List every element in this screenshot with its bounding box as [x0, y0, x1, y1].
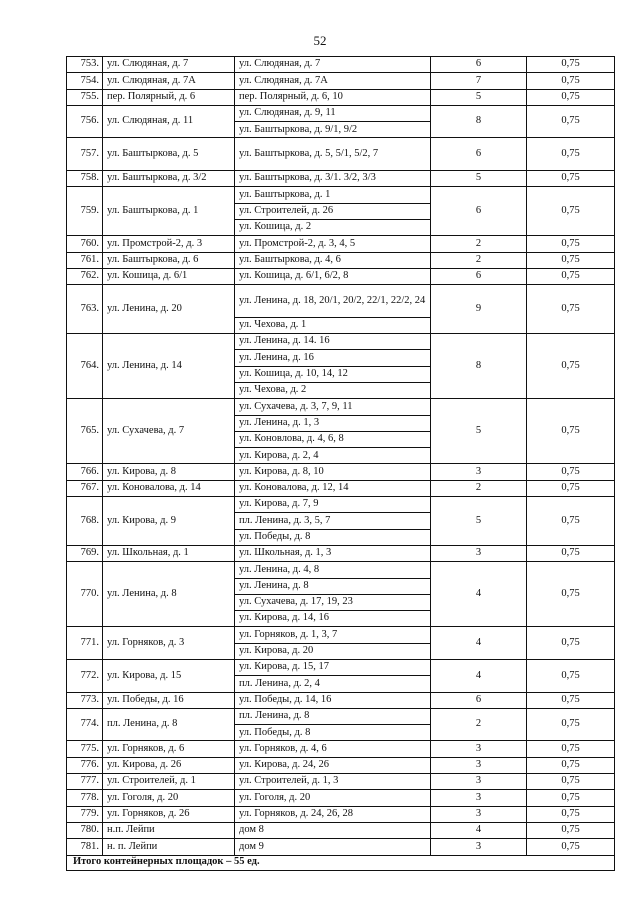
container-volume: 0,75 — [527, 138, 615, 171]
container-count: 5 — [431, 89, 527, 105]
site-address: ул. Победы, д. 16 — [103, 692, 235, 708]
served-address: ул. Кошица, д. 2 — [235, 219, 431, 235]
container-volume: 0,75 — [527, 57, 615, 73]
container-volume: 0,75 — [527, 790, 615, 806]
row-number: 775. — [67, 741, 103, 757]
page-number: 52 — [313, 33, 327, 48]
container-volume: 0,75 — [527, 822, 615, 838]
served-address: ул. Школьная, д. 1, 3 — [235, 545, 431, 561]
table-row — [67, 138, 615, 171]
table-row — [67, 806, 615, 822]
site-address: ул. Горняков, д. 26 — [103, 806, 235, 822]
container-volume: 0,75 — [527, 334, 615, 399]
site-address: ул. Баштыркова, д. 5 — [103, 138, 235, 171]
row-number: 770. — [67, 562, 103, 627]
served-address: ул. Баштыркова, д. 9/1, 9/2 — [235, 122, 431, 138]
served-address: ул. Ленина, д. 1, 3 — [235, 415, 431, 431]
served-address: ул. Ленина, д. 4, 8 — [235, 562, 431, 578]
container-count: 5 — [431, 171, 527, 187]
row-number: 765. — [67, 399, 103, 464]
container-volume: 0,75 — [527, 268, 615, 284]
served-address: ул. Горняков, д. 4, 6 — [235, 741, 431, 757]
container-sites-table — [66, 56, 615, 871]
table-row — [67, 399, 615, 415]
row-number: 772. — [67, 659, 103, 692]
container-count: 9 — [431, 285, 527, 334]
table-row — [67, 692, 615, 708]
container-count: 3 — [431, 741, 527, 757]
container-count: 6 — [431, 692, 527, 708]
row-number: 768. — [67, 497, 103, 546]
table-row — [67, 57, 615, 73]
row-number: 776. — [67, 757, 103, 773]
row-number: 767. — [67, 480, 103, 496]
container-volume: 0,75 — [527, 627, 615, 660]
served-address: ул. Горняков, д. 24, 26, 28 — [235, 806, 431, 822]
container-count: 6 — [431, 268, 527, 284]
container-count: 4 — [431, 822, 527, 838]
table-row — [67, 497, 615, 513]
container-count: 4 — [431, 627, 527, 660]
served-address: дом 9 — [235, 839, 431, 855]
served-address: ул. Кирова, д. 7, 9 — [235, 497, 431, 513]
table-row — [67, 252, 615, 268]
container-volume: 0,75 — [527, 497, 615, 546]
site-address: ул. Школьная, д. 1 — [103, 545, 235, 561]
served-address: ул. Победы, д. 8 — [235, 529, 431, 545]
container-volume: 0,75 — [527, 545, 615, 561]
container-volume: 0,75 — [527, 708, 615, 741]
served-address: ул. Коновалова, д. 12, 14 — [235, 480, 431, 496]
site-address: ул. Строителей, д. 1 — [103, 774, 235, 790]
served-address: ул. Ленина, д. 16 — [235, 350, 431, 366]
served-address: ул. Чехова, д. 1 — [235, 317, 431, 333]
site-address: н. п. Лейпи — [103, 839, 235, 855]
container-count: 3 — [431, 545, 527, 561]
served-address: ул. Слюдяная, д. 7А — [235, 73, 431, 89]
table-row — [67, 334, 615, 350]
table-row — [67, 105, 615, 121]
site-address: ул. Кирова, д. 15 — [103, 659, 235, 692]
table-row — [67, 839, 615, 855]
served-address: ул. Ленина, д. 18, 20/1, 20/2, 22/1, 22/2, 24 — [235, 285, 431, 318]
row-number: 781. — [67, 839, 103, 855]
container-count: 2 — [431, 480, 527, 496]
served-address: дом 8 — [235, 822, 431, 838]
table-row — [67, 89, 615, 105]
container-count: 3 — [431, 839, 527, 855]
row-number: 764. — [67, 334, 103, 399]
table-body — [67, 57, 615, 856]
container-volume: 0,75 — [527, 839, 615, 855]
row-number: 773. — [67, 692, 103, 708]
site-address: ул. Кирова, д. 8 — [103, 464, 235, 480]
served-address: ул. Кирова, д. 24, 26 — [235, 757, 431, 773]
row-number: 769. — [67, 545, 103, 561]
site-address: пер. Полярный, д. 6 — [103, 89, 235, 105]
site-address: ул. Гоголя, д. 20 — [103, 790, 235, 806]
served-address: ул. Кирова, д. 15, 17 — [235, 659, 431, 675]
served-address: ул. Коновлова, д. 4, 6, 8 — [235, 431, 431, 447]
container-count: 6 — [431, 138, 527, 171]
container-count: 7 — [431, 73, 527, 89]
container-volume: 0,75 — [527, 187, 615, 236]
site-address: н.п. Лейпи — [103, 822, 235, 838]
site-address: ул. Горняков, д. 6 — [103, 741, 235, 757]
site-address: ул. Ленина, д. 8 — [103, 562, 235, 627]
table-row — [67, 757, 615, 773]
container-sites-table-wrap — [66, 56, 614, 871]
container-count: 6 — [431, 57, 527, 73]
served-address: пл. Ленина, д. 2, 4 — [235, 676, 431, 692]
served-address: пл. Ленина, д. 8 — [235, 708, 431, 724]
served-address: ул. Баштыркова, д. 4, 6 — [235, 252, 431, 268]
served-address: ул. Кошица, д. 10, 14, 12 — [235, 366, 431, 382]
served-address: пл. Ленина, д. 3, 5, 7 — [235, 513, 431, 529]
row-number: 766. — [67, 464, 103, 480]
served-address: ул. Промстрой-2, д. 3, 4, 5 — [235, 236, 431, 252]
container-volume: 0,75 — [527, 692, 615, 708]
served-address: ул. Сухачева, д. 3, 7, 9, 11 — [235, 399, 431, 415]
table-row — [67, 268, 615, 284]
container-volume: 0,75 — [527, 285, 615, 334]
container-volume: 0,75 — [527, 464, 615, 480]
site-address: ул. Коновалова, д. 14 — [103, 480, 235, 496]
table-row — [67, 659, 615, 675]
row-number: 774. — [67, 708, 103, 741]
container-count: 5 — [431, 497, 527, 546]
served-address: ул. Баштыркова, д. 1 — [235, 187, 431, 203]
served-address: ул. Ленина, д. 8 — [235, 578, 431, 594]
container-volume: 0,75 — [527, 741, 615, 757]
container-count: 3 — [431, 774, 527, 790]
table-row — [67, 545, 615, 561]
container-count: 6 — [431, 187, 527, 236]
row-number: 778. — [67, 790, 103, 806]
served-address: ул. Гоголя, д. 20 — [235, 790, 431, 806]
container-count: 8 — [431, 105, 527, 138]
row-number: 780. — [67, 822, 103, 838]
site-address: пл. Ленина, д. 8 — [103, 708, 235, 741]
row-number: 762. — [67, 268, 103, 284]
served-address: ул. Баштыркова, д. 5, 5/1, 5/2, 7 — [235, 138, 431, 171]
row-number: 760. — [67, 236, 103, 252]
table-row — [67, 822, 615, 838]
container-volume: 0,75 — [527, 105, 615, 138]
container-count: 3 — [431, 790, 527, 806]
container-volume: 0,75 — [527, 89, 615, 105]
site-address: ул. Баштыркова, д. 1 — [103, 187, 235, 236]
table-row — [67, 187, 615, 203]
site-address: ул. Кирова, д. 26 — [103, 757, 235, 773]
container-count: 2 — [431, 708, 527, 741]
served-address: ул. Кирова, д. 2, 4 — [235, 448, 431, 464]
container-count: 2 — [431, 252, 527, 268]
row-number: 754. — [67, 73, 103, 89]
container-volume: 0,75 — [527, 757, 615, 773]
site-address: ул. Горняков, д. 3 — [103, 627, 235, 660]
served-address: ул. Сухачева, д. 17, 19, 23 — [235, 594, 431, 610]
table-row — [67, 790, 615, 806]
served-address: ул. Строителей, д. 26 — [235, 203, 431, 219]
table-row — [67, 464, 615, 480]
container-volume: 0,75 — [527, 480, 615, 496]
served-address: ул. Баштыркова, д. 3/1. 3/2, 3/3 — [235, 171, 431, 187]
served-address: ул. Победы, д. 8 — [235, 725, 431, 741]
container-volume: 0,75 — [527, 236, 615, 252]
row-number: 753. — [67, 57, 103, 73]
row-number: 763. — [67, 285, 103, 334]
site-address: ул. Ленина, д. 20 — [103, 285, 235, 334]
container-count: 3 — [431, 806, 527, 822]
container-count: 4 — [431, 562, 527, 627]
row-number: 756. — [67, 105, 103, 138]
row-number: 771. — [67, 627, 103, 660]
site-address: ул. Промстрой-2, д. 3 — [103, 236, 235, 252]
row-number: 777. — [67, 774, 103, 790]
row-number: 757. — [67, 138, 103, 171]
served-address: ул. Слюдяная, д. 7 — [235, 57, 431, 73]
container-volume: 0,75 — [527, 252, 615, 268]
container-volume: 0,75 — [527, 399, 615, 464]
row-number: 755. — [67, 89, 103, 105]
table-row — [67, 741, 615, 757]
container-count: 8 — [431, 334, 527, 399]
site-address: ул. Слюдяная, д. 7А — [103, 73, 235, 89]
site-address: ул. Баштыркова, д. 6 — [103, 252, 235, 268]
table-row — [67, 285, 615, 318]
container-count: 4 — [431, 659, 527, 692]
table-row — [67, 708, 615, 724]
table-row — [67, 562, 615, 578]
site-address: ул. Кирова, д. 9 — [103, 497, 235, 546]
table-row — [67, 627, 615, 643]
served-address: ул. Кирова, д. 14, 16 — [235, 611, 431, 627]
container-count: 2 — [431, 236, 527, 252]
container-volume: 0,75 — [527, 171, 615, 187]
container-volume: 0,75 — [527, 774, 615, 790]
site-address: ул. Кошица, д. 6/1 — [103, 268, 235, 284]
container-count: 3 — [431, 757, 527, 773]
site-address: ул. Ленина, д. 14 — [103, 334, 235, 399]
container-volume: 0,75 — [527, 73, 615, 89]
site-address: ул. Баштыркова, д. 3/2 — [103, 171, 235, 187]
table-row — [67, 774, 615, 790]
served-address: ул. Горняков, д. 1, 3, 7 — [235, 627, 431, 643]
served-address: ул. Победы, д. 14, 16 — [235, 692, 431, 708]
site-address: ул. Сухачева, д. 7 — [103, 399, 235, 464]
site-address: ул. Слюдяная, д. 11 — [103, 105, 235, 138]
served-address: ул. Кирова, д. 8, 10 — [235, 464, 431, 480]
table-row — [67, 480, 615, 496]
served-address: ул. Кошица, д. 6/1, 6/2, 8 — [235, 268, 431, 284]
row-number: 758. — [67, 171, 103, 187]
row-number: 761. — [67, 252, 103, 268]
served-address: ул. Строителей, д. 1, 3 — [235, 774, 431, 790]
container-volume: 0,75 — [527, 659, 615, 692]
total-label: Итого контейнерных площадок – 55 ед. — [67, 855, 615, 870]
site-address: ул. Слюдяная, д. 7 — [103, 57, 235, 73]
served-address: ул. Слюдяная, д. 9, 11 — [235, 105, 431, 121]
served-address: ул. Ленина, д. 14. 16 — [235, 334, 431, 350]
served-address: ул. Чехова, д. 2 — [235, 382, 431, 398]
served-address: ул. Кирова, д. 20 — [235, 643, 431, 659]
container-volume: 0,75 — [527, 806, 615, 822]
table-row — [67, 236, 615, 252]
container-volume: 0,75 — [527, 562, 615, 627]
row-number: 779. — [67, 806, 103, 822]
served-address: пер. Полярный, д. 6, 10 — [235, 89, 431, 105]
container-count: 3 — [431, 464, 527, 480]
total-row — [67, 855, 615, 870]
container-count: 5 — [431, 399, 527, 464]
row-number: 759. — [67, 187, 103, 236]
table-row — [67, 73, 615, 89]
table-row — [67, 171, 615, 187]
